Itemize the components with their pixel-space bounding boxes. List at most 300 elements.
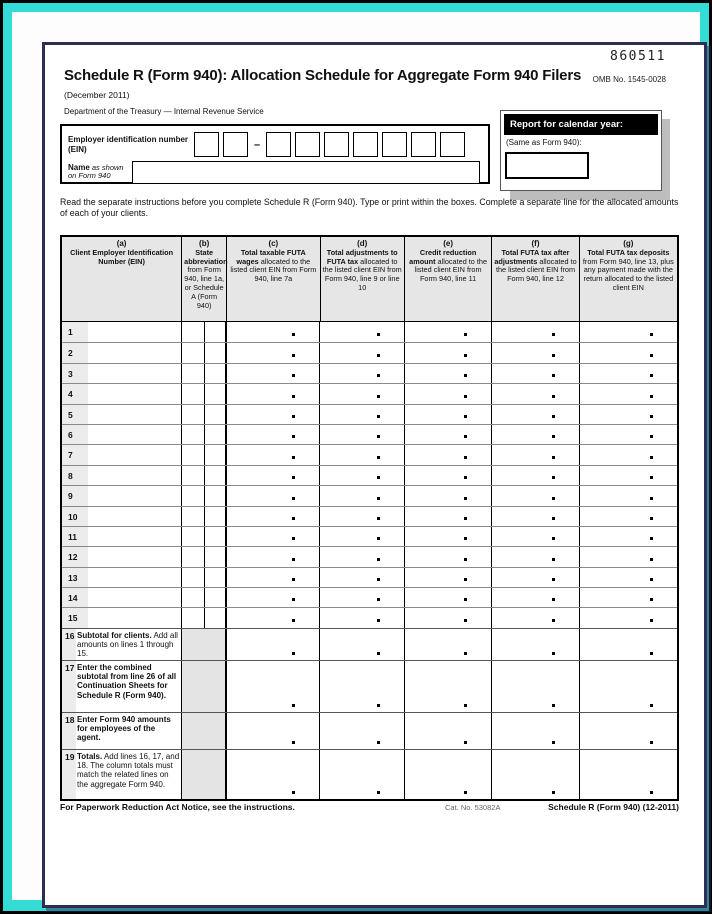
name-input[interactable] [132,161,480,184]
futa-wages-total-cell[interactable] [226,750,319,799]
table-row [62,485,677,505]
row-description-cell: 19 Totals. Add lines 16, 17, and 18. The column totals must match the related lines on the aggregate Form 940. [62,750,181,799]
decimal-point-dot [552,476,555,479]
futa-tax-cell[interactable] [491,425,578,444]
row-number: 14 [68,593,78,604]
state-cell-shaded [181,661,226,712]
decimal-point-dot [650,517,653,520]
row-number: 18 [65,714,75,725]
decimal-point-dot [292,652,295,655]
row-number: 4 [68,389,73,400]
table-row [62,404,677,424]
decimal-point-dot [377,435,380,438]
decimal-point-dot [464,704,467,707]
decimal-point-dot [377,558,380,561]
futa-tax-cell[interactable] [491,466,578,485]
decimal-point-dot [650,374,653,377]
decimal-point-dot [552,374,555,377]
omb-number: OMB No. 1545-0028 [592,75,666,84]
decimal-point-dot [650,704,653,707]
table-row [62,342,677,362]
row-number: 15 [68,613,78,624]
credit-reduction-cell[interactable] [404,507,491,526]
row-number: 16 [65,630,75,641]
decimal-point-dot [552,578,555,581]
adjustments-cell[interactable] [319,486,403,505]
ein-label: Employer identification number (EIN) [68,135,189,154]
decimal-point-dot [292,741,295,744]
decimal-point-dot [464,598,467,601]
decimal-point-dot [464,476,467,479]
decimal-point-dot [377,395,380,398]
row-number: 7 [68,450,73,461]
calendar-year-section [500,110,662,191]
decimal-point-dot [650,741,653,744]
decimal-point-dot [377,415,380,418]
column-header-g: (g) Total FUTA tax deposits from Form 940, line 13, plus any payment made with the return allocated to the listed client EIN [579,237,677,321]
state-abbreviation-cell[interactable] [181,527,226,546]
decimal-point-dot [377,333,380,336]
table-row [62,526,677,546]
decimal-point-dot [377,517,380,520]
client-ein-cell[interactable] [62,384,181,403]
futa-tax-cell[interactable] [491,486,578,505]
name-label: Name as shown on Form 940 [68,162,124,180]
adjustments-cell[interactable] [319,568,403,587]
credit-reduction-total-cell[interactable] [404,713,491,749]
decimal-point-dot [650,415,653,418]
decimal-point-dot [292,476,295,479]
futa-wages-cell[interactable] [226,588,319,607]
adjustments-cell[interactable] [319,466,403,485]
column-header-a: (a) Client Employer Identification Number (EIN) [70,239,174,266]
futa-wages-cell[interactable] [226,343,319,362]
calendar-year-input[interactable] [505,152,589,179]
credit-reduction-cell[interactable] [404,364,491,383]
ein-digit-box[interactable] [411,132,436,157]
column-header-f: (f) Total FUTA tax after adjustments allocated to the listed client EIN from Form 940, line 12 [491,237,578,321]
ein-digit-box[interactable] [353,132,378,157]
row-number: 6 [68,429,73,440]
credit-reduction-cell[interactable] [404,384,491,403]
adjustments-total-cell[interactable] [319,713,403,749]
decimal-point-dot [377,497,380,500]
form-page [42,42,707,908]
deposits-cell[interactable] [579,507,677,526]
decimal-point-dot [464,652,467,655]
futa-tax-total-cell[interactable] [491,750,578,799]
decimal-point-dot [292,791,295,794]
client-ein-cell[interactable] [62,425,181,444]
decimal-point-dot [377,537,380,540]
deposits-cell[interactable] [579,547,677,566]
client-ein-cell[interactable] [62,486,181,505]
futa-tax-cell[interactable] [491,445,578,464]
decimal-point-dot [292,354,295,357]
client-ein-cell[interactable] [62,322,181,342]
credit-reduction-total-cell[interactable] [404,750,491,799]
state-abbreviation-cell[interactable] [181,608,226,627]
futa-tax-total-cell[interactable] [491,661,578,712]
table-row [62,465,677,485]
deposits-cell[interactable] [579,466,677,485]
client-ein-cell[interactable] [62,507,181,526]
ein-name-section [60,124,490,184]
adjustments-cell[interactable] [319,425,403,444]
decimal-point-dot [377,578,380,581]
deposits-cell[interactable] [579,384,677,403]
deposits-cell[interactable] [579,343,677,362]
column-header-d: (d) Total adjustments to FUTA tax allocated to the listed client EIN from Form 940, line 9 or line 10 [320,237,404,321]
decimal-point-dot [650,619,653,622]
adjustments-cell[interactable] [319,322,403,342]
decimal-point-dot [464,791,467,794]
adjustments-total-cell[interactable] [319,750,403,799]
adjustments-total-cell[interactable] [319,661,403,712]
adjustments-cell[interactable] [319,507,403,526]
catalog-number: Cat. No. 53082A [445,803,501,812]
decimal-point-dot [464,354,467,357]
futa-wages-cell[interactable] [226,405,319,424]
credit-reduction-total-cell[interactable] [404,661,491,712]
form-id-footer: Schedule R (Form 940) (12-2011) [548,802,679,812]
decimal-point-dot [552,517,555,520]
table-row [62,424,677,444]
state-abbreviation-cell[interactable] [181,384,226,403]
decimal-point-dot [377,704,380,707]
futa-wages-cell[interactable] [226,384,319,403]
decimal-point-dot [377,791,380,794]
client-ein-cell[interactable] [62,445,181,464]
deposits-cell[interactable] [579,445,677,464]
table-row [62,546,677,566]
decimal-point-dot [464,456,467,459]
table-row-agent-employees [62,712,677,749]
deposits-total-cell[interactable] [579,713,677,749]
deposits-total-cell[interactable] [579,750,677,799]
ein-digit-box[interactable] [266,132,291,157]
state-abbreviation-cell[interactable] [181,568,226,587]
row-number: 2 [68,348,73,359]
credit-reduction-cell[interactable] [404,486,491,505]
table-row [62,444,677,464]
decimal-point-dot [292,333,295,336]
state-cell-shaded [181,713,226,749]
futa-wages-cell[interactable] [226,425,319,444]
decimal-point-dot [292,598,295,601]
credit-reduction-cell[interactable] [404,445,491,464]
decimal-point-dot [552,791,555,794]
row-description-cell: 16 Subtotal for clients. Add all amounts on lines 1 through 15. [62,629,181,660]
decimal-point-dot [552,333,555,336]
decimal-point-dot [377,741,380,744]
ein-digit-box[interactable] [382,132,407,157]
row-number: 9 [68,491,73,502]
client-ein-cell[interactable] [62,547,181,566]
row-number: 12 [68,552,78,563]
row-number: 17 [65,662,75,673]
table-row [62,607,677,627]
decimal-point-dot [377,619,380,622]
decimal-point-dot [292,558,295,561]
decimal-point-dot [552,598,555,601]
decimal-point-dot [552,652,555,655]
futa-wages-cell[interactable] [226,445,319,464]
decimal-point-dot [377,374,380,377]
allocation-table [60,235,679,801]
state-abbreviation-cell[interactable] [181,425,226,444]
credit-reduction-total-cell[interactable] [404,629,491,660]
futa-wages-total-cell[interactable] [226,629,319,660]
futa-tax-total-cell[interactable] [491,629,578,660]
state-abbreviation-cell[interactable] [181,445,226,464]
page-margin [12,12,700,900]
decimal-point-dot [292,395,295,398]
decimal-point-dot [292,435,295,438]
deposits-cell[interactable] [579,486,677,505]
ein-prefix-boxes [194,132,248,157]
adjustments-cell[interactable] [319,547,403,566]
deposits-cell[interactable] [579,405,677,424]
decimal-point-dot [552,537,555,540]
futa-tax-cell[interactable] [491,547,578,566]
decimal-point-dot [292,517,295,520]
decimal-point-dot [552,435,555,438]
futa-wages-cell[interactable] [226,486,319,505]
deposits-cell[interactable] [579,364,677,383]
decimal-point-dot [552,704,555,707]
calendar-box-subtitle: (Same as Form 940): [506,138,582,147]
client-ein-cell[interactable] [62,466,181,485]
decimal-point-dot [650,354,653,357]
decimal-point-dot [650,537,653,540]
futa-wages-cell[interactable] [226,568,319,587]
client-ein-cell[interactable] [62,527,181,546]
deposits-cell[interactable] [579,322,677,342]
ein-digit-box[interactable] [440,132,465,157]
futa-tax-cell[interactable] [491,343,578,362]
state-abbreviation-cell[interactable] [181,486,226,505]
deposits-total-cell[interactable] [579,629,677,660]
decimal-point-dot [292,497,295,500]
client-ein-cell[interactable] [62,568,181,587]
paperwork-notice: For Paperwork Reduction Act Notice, see the instructions. [60,802,295,812]
decimal-point-dot [552,395,555,398]
deposits-cell[interactable] [579,425,677,444]
decimal-point-dot [464,619,467,622]
futa-tax-cell[interactable] [491,322,578,342]
ein-digit-box[interactable] [295,132,320,157]
page-title: Schedule R (Form 940): Allocation Schedule for Aggregate Form 940 Filers [64,67,582,84]
decimal-point-dot [552,558,555,561]
row-number: 19 [65,751,75,762]
futa-tax-cell[interactable] [491,507,578,526]
credit-reduction-cell[interactable] [404,425,491,444]
form-footer [60,802,679,816]
futa-tax-total-cell[interactable] [491,713,578,749]
futa-wages-cell[interactable] [226,608,319,627]
table-row-subtotal-clients [62,628,677,660]
decimal-point-dot [650,578,653,581]
row-number: 10 [68,511,78,522]
column-header-b: (b) State abbreviation from Form 940, line 1a, or Schedule A (Form 940) [181,237,226,321]
decimal-point-dot [552,456,555,459]
client-ein-cell[interactable] [62,608,181,627]
table-row [62,567,677,587]
decimal-point-dot [650,558,653,561]
calendar-box-title: Report for calendar year: [504,114,658,135]
adjustments-total-cell[interactable] [319,629,403,660]
agency-line: Department of the Treasury — Internal Revenue Service [64,107,264,116]
decimal-point-dot [464,333,467,336]
credit-reduction-cell[interactable] [404,588,491,607]
decimal-point-dot [377,652,380,655]
table-row [62,363,677,383]
futa-tax-cell[interactable] [491,608,578,627]
futa-wages-cell[interactable] [226,507,319,526]
futa-wages-total-cell[interactable] [226,713,319,749]
ein-digit-box[interactable] [324,132,349,157]
adjustments-cell[interactable] [319,384,403,403]
decimal-point-dot [292,415,295,418]
credit-reduction-cell[interactable] [404,343,491,362]
decimal-point-dot [464,435,467,438]
credit-reduction-cell[interactable] [404,405,491,424]
table-header-row [62,237,677,322]
credit-reduction-cell[interactable] [404,322,491,342]
state-abbreviation-cell[interactable] [181,466,226,485]
column-header-e: (e) Credit reduction amount allocated to the listed client EIN from Form 940, line 11 [404,237,491,321]
decimal-point-dot [552,497,555,500]
decimal-point-dot [292,704,295,707]
client-ein-cell[interactable] [62,588,181,607]
credit-reduction-cell[interactable] [404,527,491,546]
decimal-point-dot [464,395,467,398]
decimal-point-dot [292,578,295,581]
decimal-point-dot [464,578,467,581]
decimal-point-dot [650,598,653,601]
state-abbreviation-cell[interactable] [181,588,226,607]
client-ein-cell[interactable] [62,405,181,424]
futa-wages-total-cell[interactable] [226,661,319,712]
adjustments-cell[interactable] [319,405,403,424]
deposits-cell[interactable] [579,527,677,546]
row-number: 8 [68,470,73,481]
ein-dash: – [254,138,261,151]
futa-tax-cell[interactable] [491,568,578,587]
decimal-point-dot [552,415,555,418]
deposits-cell[interactable] [579,588,677,607]
credit-reduction-cell[interactable] [404,547,491,566]
decimal-point-dot [464,537,467,540]
futa-tax-cell[interactable] [491,527,578,546]
futa-wages-cell[interactable] [226,547,319,566]
futa-tax-cell[interactable] [491,588,578,607]
table-row [62,383,677,403]
decimal-point-dot [292,619,295,622]
futa-wages-cell[interactable] [226,527,319,546]
credit-reduction-cell[interactable] [404,466,491,485]
row-number: 3 [68,368,73,379]
futa-wages-cell[interactable] [226,364,319,383]
decimal-point-dot [464,558,467,561]
ein-digit-box[interactable] [194,132,219,157]
state-abbreviation-cell[interactable] [181,405,226,424]
decimal-point-dot [650,333,653,336]
decimal-point-dot [292,456,295,459]
decimal-point-dot [650,456,653,459]
credit-reduction-cell[interactable] [404,608,491,627]
row-number: 5 [68,409,73,420]
row-description-cell: 18 Enter Form 940 amounts for employees of the agent. [62,713,181,749]
revision-date: (December 2011) [64,90,130,100]
futa-tax-cell[interactable] [491,405,578,424]
state-abbreviation-cell[interactable] [181,364,226,383]
table-row-continuation-subtotal [62,660,677,712]
decimal-point-dot [552,741,555,744]
decimal-point-dot [464,374,467,377]
ein-digit-box[interactable] [223,132,248,157]
adjustments-cell[interactable] [319,608,403,627]
decimal-point-dot [464,415,467,418]
table-row [62,506,677,526]
decimal-point-dot [377,598,380,601]
adjustments-cell[interactable] [319,343,403,362]
deposits-total-cell[interactable] [579,661,677,712]
state-abbreviation-cell[interactable] [181,322,226,342]
table-row [62,587,677,607]
row-description-cell: 17 Enter the combined subtotal from line 26 of all Continuation Sheets for Schedule R (Form 940). [62,661,181,712]
decimal-point-dot [650,395,653,398]
decimal-point-dot [377,456,380,459]
decimal-point-dot [552,354,555,357]
scanline-code: 860511 [610,49,666,64]
decimal-point-dot [650,652,653,655]
table-row-totals [62,749,677,799]
adjustments-cell[interactable] [319,588,403,607]
client-ein-cell[interactable] [62,364,181,383]
futa-tax-cell[interactable] [491,384,578,403]
state-cell-shaded [181,750,226,799]
decimal-point-dot [650,791,653,794]
adjustments-cell[interactable] [319,527,403,546]
decimal-point-dot [464,741,467,744]
deposits-cell[interactable] [579,608,677,627]
client-ein-cell[interactable] [62,343,181,362]
state-abbreviation-cell[interactable] [181,343,226,362]
decimal-point-dot [552,619,555,622]
deposits-cell[interactable] [579,568,677,587]
decimal-point-dot [377,476,380,479]
futa-tax-cell[interactable] [491,364,578,383]
row-number: 11 [68,531,77,542]
decimal-point-dot [650,497,653,500]
state-abbreviation-cell[interactable] [181,547,226,566]
adjustments-cell[interactable] [319,445,403,464]
futa-wages-cell[interactable] [226,466,319,485]
row-number: 1 [68,327,73,337]
futa-wages-cell[interactable] [226,322,319,342]
row-number: 13 [68,572,78,583]
credit-reduction-cell[interactable] [404,568,491,587]
table-row [62,322,677,342]
ein-suffix-boxes [266,132,465,157]
decimal-point-dot [650,435,653,438]
decimal-point-dot [650,476,653,479]
adjustments-cell[interactable] [319,364,403,383]
state-abbreviation-cell[interactable] [181,507,226,526]
column-header-c: (c) Total taxable FUTA wages allocated to the listed client EIN from Form 940, line 7a [226,237,319,321]
